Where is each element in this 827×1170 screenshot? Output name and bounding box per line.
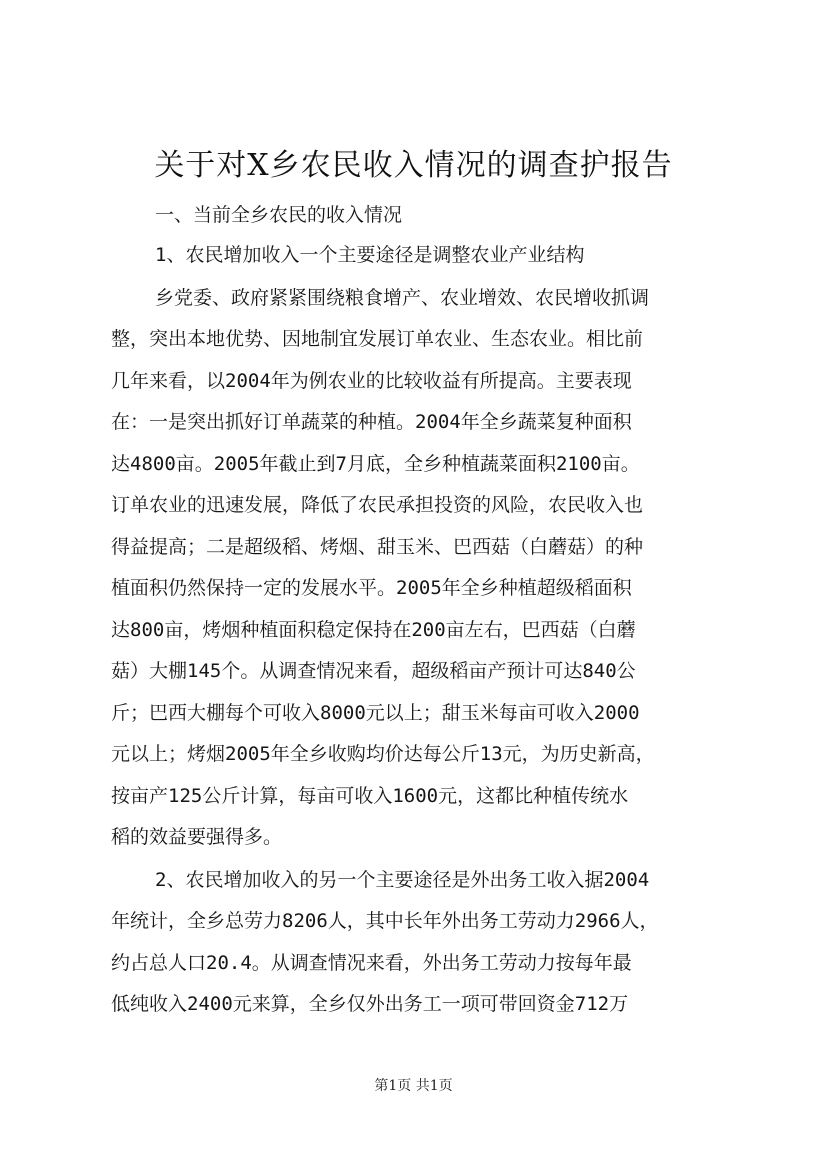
paragraph-line: 菇）大棚145个。从调查情况来看，超级稻亩产预计可达840公 (111, 660, 636, 682)
paragraph-line: 乡党委、政府紧紧围绕粮食增产、农业增效、农民增收抓调 (155, 287, 650, 309)
paragraph-line: 得益提高；二是超级稻、烤烟、甜玉米、巴西菇（白蘑菇）的种 (111, 536, 644, 558)
paragraph-line: 达800亩，烤烟种植面积稳定保持在200亩左右，巴西菇（白蘑 (111, 619, 636, 641)
paragraph-line: 年统计，全乡总劳力8206人，其中长年外出务工劳动力2966人， (111, 910, 659, 932)
paragraph-line: 按亩产125公斤计算，每亩可收入1600元，这都比种植传统水 (111, 785, 629, 807)
paragraph-line: 达4800亩。2005年截止到7月底，全乡种植蔬菜面积2100亩。 (111, 453, 640, 475)
paragraph-line: 低纯收入2400元来算，全乡仅外出务工一项可带回资金712万 (111, 993, 629, 1015)
page-number-footer: 第1页 共1页 (374, 1078, 453, 1094)
paragraph-line: 植面积仍然保持一定的发展水平。2005年全乡种植超级稻面积 (111, 577, 632, 599)
paragraph-line: 斤；巴西大棚每个可收入8000元以上；甜玉米每亩可收入2000 (111, 702, 640, 724)
paragraph-line: 整，突出本地优势、因地制宜发展订单农业、生态农业。相比前 (111, 328, 644, 350)
document-title: 关于对X乡农民收入情况的调查护报告 (154, 148, 673, 183)
paragraph-line: 订单农业的迅速发展，降低了农民承担投资的风险，农民收入也 (111, 494, 644, 516)
section-heading: 一、当前全乡农民的收入情况 (155, 204, 403, 226)
paragraph-line: 稻的效益要强得多。 (111, 826, 283, 848)
subsection-heading: 1、农民增加收入一个主要途径是调整农业产业结构 (155, 244, 585, 266)
paragraph-line: 元以上；烤烟2005年全乡收购均价达每公斤13元，为历史新高， (111, 743, 655, 765)
paragraph-line: 几年来看，以2004年为例农业的比较收益有所提高。主要表现 (111, 370, 632, 392)
paragraph-line: 约占总人口20.4。从调查情况来看，外出务工劳动力按每年最 (111, 952, 632, 974)
paragraph-line: 在：一是突出抓好订单蔬菜的种植。2004年全乡蔬菜复种面积 (111, 411, 632, 433)
paragraph-line: 2、农民增加收入的另一个主要途径是外出务工收入据2004 (155, 869, 650, 891)
